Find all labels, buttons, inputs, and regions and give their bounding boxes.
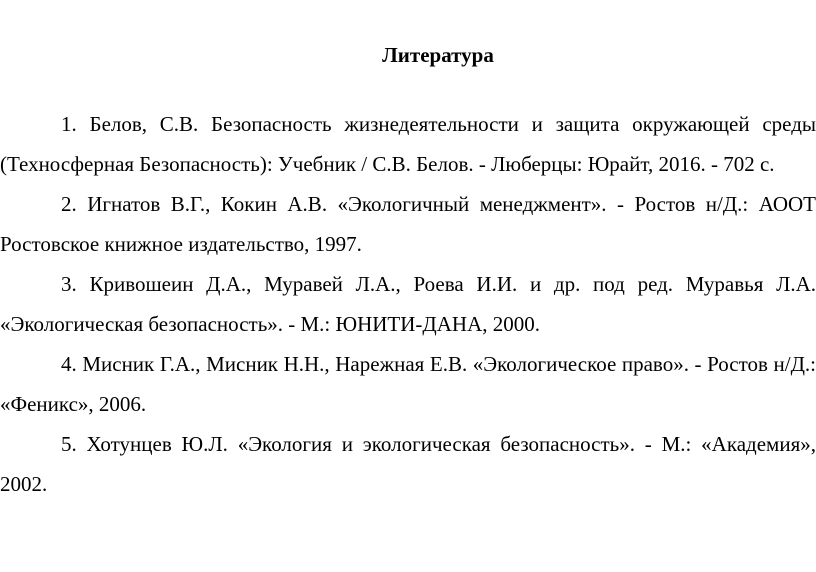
reference-item: 1. Белов, С.В. Безопасность жизнедеятельности и защита окружающей среды (Техносферная Безопасность): Учебник / С.В. Белов. - Люберцы: Юрайт, 2016. - 702 с.	[0, 112, 816, 176]
reference-item: 3. Кривошеин Д.А., Муравей Л.А., Роева И.И. и др. под ред. Муравья Л.А. «Экологическая безопасность». - М.: ЮНИТИ-ДАНА, 2000.	[0, 272, 816, 336]
reference-item: 5. Хотунцев Ю.Л. «Экология и экологическая безопасность». - М.: «Академия», 2002.	[0, 432, 816, 496]
reference-item: 2. Игнатов В.Г., Кокин А.В. «Экологичный менеджмент». - Ростов н/Д.: АООТ Ростовское книжное издательство, 1997.	[0, 192, 816, 256]
page-title: Литература	[382, 43, 494, 67]
reference-list	[0, 104, 816, 504]
reference-item: 4. Мисник Г.А., Мисник Н.Н., Нарежная Е.В. «Экологическое право». - Ростов н/Д.: «Феникс», 2006.	[0, 352, 816, 416]
